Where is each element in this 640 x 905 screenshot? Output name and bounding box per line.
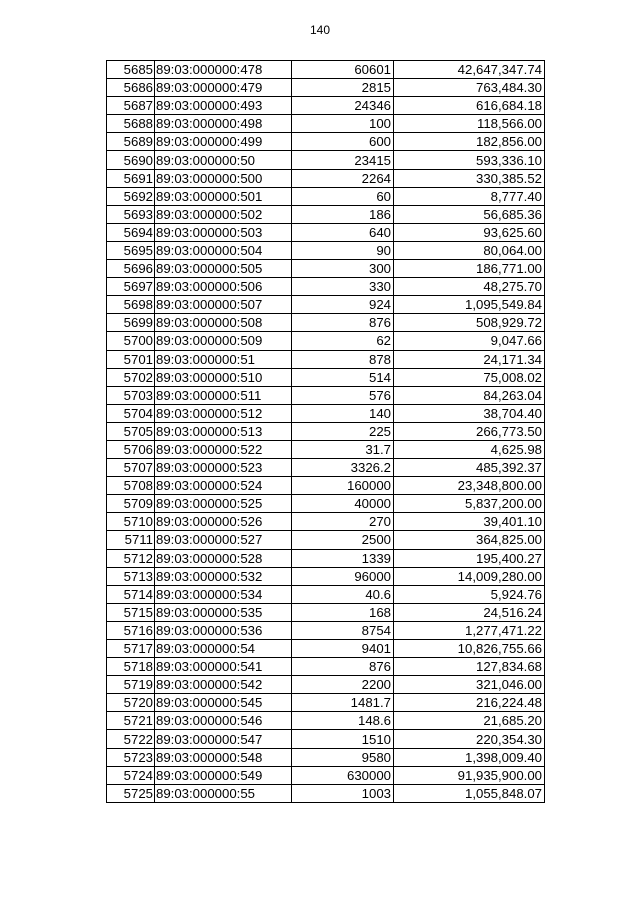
table-row bbox=[107, 422, 545, 440]
row-number-cell: 5687 bbox=[107, 97, 155, 115]
area-cell: 2815 bbox=[292, 79, 394, 97]
row-number-cell: 5695 bbox=[107, 241, 155, 259]
cadastral-number-cell: 89:03:000000:510 bbox=[155, 368, 292, 386]
cadastral-number-cell: 89:03:000000:55 bbox=[155, 784, 292, 802]
table-row bbox=[107, 459, 545, 477]
area-cell: 148.6 bbox=[292, 712, 394, 730]
table-row bbox=[107, 567, 545, 585]
area-cell: 876 bbox=[292, 314, 394, 332]
cadastral-number-cell: 89:03:000000:548 bbox=[155, 748, 292, 766]
table-row bbox=[107, 205, 545, 223]
value-cell: 1,095,549.84 bbox=[394, 296, 545, 314]
row-number-cell: 5708 bbox=[107, 477, 155, 495]
cadastral-number-cell: 89:03:000000:546 bbox=[155, 712, 292, 730]
area-cell: 60601 bbox=[292, 61, 394, 79]
cadastral-number-cell: 89:03:000000:50 bbox=[155, 151, 292, 169]
row-number-cell: 5713 bbox=[107, 567, 155, 585]
row-number-cell: 5714 bbox=[107, 585, 155, 603]
table-row bbox=[107, 694, 545, 712]
row-number-cell: 5721 bbox=[107, 712, 155, 730]
area-cell: 9580 bbox=[292, 748, 394, 766]
cadastral-number-cell: 89:03:000000:512 bbox=[155, 404, 292, 422]
area-cell: 31.7 bbox=[292, 440, 394, 458]
table-row bbox=[107, 278, 545, 296]
cadastral-number-cell: 89:03:000000:498 bbox=[155, 115, 292, 133]
table-row bbox=[107, 151, 545, 169]
value-cell: 24,171.34 bbox=[394, 350, 545, 368]
value-cell: 216,224.48 bbox=[394, 694, 545, 712]
table-row bbox=[107, 404, 545, 422]
area-cell: 1003 bbox=[292, 784, 394, 802]
row-number-cell: 5722 bbox=[107, 730, 155, 748]
value-cell: 593,336.10 bbox=[394, 151, 545, 169]
area-cell: 186 bbox=[292, 205, 394, 223]
area-cell: 330 bbox=[292, 278, 394, 296]
area-cell: 23415 bbox=[292, 151, 394, 169]
value-cell: 508,929.72 bbox=[394, 314, 545, 332]
value-cell: 321,046.00 bbox=[394, 676, 545, 694]
table-body bbox=[107, 61, 545, 803]
table-row bbox=[107, 260, 545, 278]
value-cell: 1,055,848.07 bbox=[394, 784, 545, 802]
table-row bbox=[107, 187, 545, 205]
row-number-cell: 5703 bbox=[107, 386, 155, 404]
area-cell: 62 bbox=[292, 332, 394, 350]
row-number-cell: 5724 bbox=[107, 766, 155, 784]
cadastral-number-cell: 89:03:000000:547 bbox=[155, 730, 292, 748]
value-cell: 186,771.00 bbox=[394, 260, 545, 278]
row-number-cell: 5725 bbox=[107, 784, 155, 802]
value-cell: 266,773.50 bbox=[394, 422, 545, 440]
cadastral-number-cell: 89:03:000000:505 bbox=[155, 260, 292, 278]
value-cell: 763,484.30 bbox=[394, 79, 545, 97]
row-number-cell: 5716 bbox=[107, 621, 155, 639]
row-number-cell: 5710 bbox=[107, 513, 155, 531]
row-number-cell: 5689 bbox=[107, 133, 155, 151]
value-cell: 10,826,755.66 bbox=[394, 640, 545, 658]
table-row bbox=[107, 640, 545, 658]
area-cell: 876 bbox=[292, 658, 394, 676]
value-cell: 56,685.36 bbox=[394, 205, 545, 223]
table-row bbox=[107, 386, 545, 404]
cadastral-number-cell: 89:03:000000:509 bbox=[155, 332, 292, 350]
value-cell: 84,263.04 bbox=[394, 386, 545, 404]
value-cell: 5,837,200.00 bbox=[394, 495, 545, 513]
value-cell: 485,392.37 bbox=[394, 459, 545, 477]
cadastral-number-cell: 89:03:000000:478 bbox=[155, 61, 292, 79]
value-cell: 48,275.70 bbox=[394, 278, 545, 296]
row-number-cell: 5719 bbox=[107, 676, 155, 694]
value-cell: 5,924.76 bbox=[394, 585, 545, 603]
row-number-cell: 5706 bbox=[107, 440, 155, 458]
row-number-cell: 5685 bbox=[107, 61, 155, 79]
value-cell: 21,685.20 bbox=[394, 712, 545, 730]
area-cell: 600 bbox=[292, 133, 394, 151]
area-cell: 225 bbox=[292, 422, 394, 440]
cadastral-number-cell: 89:03:000000:545 bbox=[155, 694, 292, 712]
area-cell: 9401 bbox=[292, 640, 394, 658]
table-row bbox=[107, 495, 545, 513]
row-number-cell: 5711 bbox=[107, 531, 155, 549]
row-number-cell: 5694 bbox=[107, 223, 155, 241]
table-row bbox=[107, 766, 545, 784]
table-row bbox=[107, 621, 545, 639]
cadastral-number-cell: 89:03:000000:502 bbox=[155, 205, 292, 223]
area-cell: 24346 bbox=[292, 97, 394, 115]
row-number-cell: 5696 bbox=[107, 260, 155, 278]
table-row bbox=[107, 296, 545, 314]
row-number-cell: 5712 bbox=[107, 549, 155, 567]
cadastral-number-cell: 89:03:000000:506 bbox=[155, 278, 292, 296]
area-cell: 640 bbox=[292, 223, 394, 241]
table-row bbox=[107, 730, 545, 748]
value-cell: 182,856.00 bbox=[394, 133, 545, 151]
row-number-cell: 5700 bbox=[107, 332, 155, 350]
cadastral-number-cell: 89:03:000000:528 bbox=[155, 549, 292, 567]
row-number-cell: 5702 bbox=[107, 368, 155, 386]
value-cell: 14,009,280.00 bbox=[394, 567, 545, 585]
row-number-cell: 5704 bbox=[107, 404, 155, 422]
cadastral-number-cell: 89:03:000000:534 bbox=[155, 585, 292, 603]
row-number-cell: 5718 bbox=[107, 658, 155, 676]
table-row bbox=[107, 440, 545, 458]
value-cell: 127,834.68 bbox=[394, 658, 545, 676]
area-cell: 90 bbox=[292, 241, 394, 259]
table-row bbox=[107, 314, 545, 332]
value-cell: 118,566.00 bbox=[394, 115, 545, 133]
area-cell: 270 bbox=[292, 513, 394, 531]
row-number-cell: 5717 bbox=[107, 640, 155, 658]
row-number-cell: 5715 bbox=[107, 603, 155, 621]
row-number-cell: 5707 bbox=[107, 459, 155, 477]
row-number-cell: 5692 bbox=[107, 187, 155, 205]
cadastral-number-cell: 89:03:000000:526 bbox=[155, 513, 292, 531]
cadastral-number-cell: 89:03:000000:503 bbox=[155, 223, 292, 241]
area-cell: 924 bbox=[292, 296, 394, 314]
table-row bbox=[107, 241, 545, 259]
cadastral-number-cell: 89:03:000000:536 bbox=[155, 621, 292, 639]
row-number-cell: 5709 bbox=[107, 495, 155, 513]
cadastral-number-cell: 89:03:000000:51 bbox=[155, 350, 292, 368]
row-number-cell: 5690 bbox=[107, 151, 155, 169]
cadastral-number-cell: 89:03:000000:525 bbox=[155, 495, 292, 513]
table-row bbox=[107, 133, 545, 151]
table-row bbox=[107, 61, 545, 79]
value-cell: 9,047.66 bbox=[394, 332, 545, 350]
table-row bbox=[107, 368, 545, 386]
table-row bbox=[107, 748, 545, 766]
cadastral-number-cell: 89:03:000000:542 bbox=[155, 676, 292, 694]
area-cell: 2500 bbox=[292, 531, 394, 549]
cadastral-number-cell: 89:03:000000:499 bbox=[155, 133, 292, 151]
cadastral-number-cell: 89:03:000000:549 bbox=[155, 766, 292, 784]
table-row bbox=[107, 79, 545, 97]
area-cell: 160000 bbox=[292, 477, 394, 495]
table-row bbox=[107, 169, 545, 187]
cadastral-number-cell: 89:03:000000:500 bbox=[155, 169, 292, 187]
table-row bbox=[107, 585, 545, 603]
cadastral-number-cell: 89:03:000000:535 bbox=[155, 603, 292, 621]
area-cell: 1339 bbox=[292, 549, 394, 567]
row-number-cell: 5686 bbox=[107, 79, 155, 97]
area-cell: 1510 bbox=[292, 730, 394, 748]
table-row bbox=[107, 549, 545, 567]
table-row bbox=[107, 712, 545, 730]
cadastral-number-cell: 89:03:000000:504 bbox=[155, 241, 292, 259]
cadastral-number-cell: 89:03:000000:493 bbox=[155, 97, 292, 115]
cadastral-table bbox=[106, 60, 545, 803]
value-cell: 75,008.02 bbox=[394, 368, 545, 386]
table-row bbox=[107, 350, 545, 368]
page-number: 140 bbox=[309, 23, 331, 37]
value-cell: 23,348,800.00 bbox=[394, 477, 545, 495]
value-cell: 42,647,347.74 bbox=[394, 61, 545, 79]
area-cell: 40000 bbox=[292, 495, 394, 513]
value-cell: 91,935,900.00 bbox=[394, 766, 545, 784]
table-row bbox=[107, 658, 545, 676]
table-row bbox=[107, 513, 545, 531]
cadastral-number-cell: 89:03:000000:522 bbox=[155, 440, 292, 458]
cadastral-number-cell: 89:03:000000:508 bbox=[155, 314, 292, 332]
cadastral-number-cell: 89:03:000000:541 bbox=[155, 658, 292, 676]
area-cell: 40.6 bbox=[292, 585, 394, 603]
value-cell: 195,400.27 bbox=[394, 549, 545, 567]
table-row bbox=[107, 332, 545, 350]
value-cell: 330,385.52 bbox=[394, 169, 545, 187]
cadastral-number-cell: 89:03:000000:507 bbox=[155, 296, 292, 314]
row-number-cell: 5723 bbox=[107, 748, 155, 766]
table-row bbox=[107, 676, 545, 694]
cadastral-number-cell: 89:03:000000:479 bbox=[155, 79, 292, 97]
area-cell: 100 bbox=[292, 115, 394, 133]
area-cell: 300 bbox=[292, 260, 394, 278]
value-cell: 38,704.40 bbox=[394, 404, 545, 422]
value-cell: 4,625.98 bbox=[394, 440, 545, 458]
row-number-cell: 5720 bbox=[107, 694, 155, 712]
value-cell: 1,398,009.40 bbox=[394, 748, 545, 766]
cadastral-number-cell: 89:03:000000:523 bbox=[155, 459, 292, 477]
row-number-cell: 5693 bbox=[107, 205, 155, 223]
area-cell: 96000 bbox=[292, 567, 394, 585]
row-number-cell: 5691 bbox=[107, 169, 155, 187]
value-cell: 220,354.30 bbox=[394, 730, 545, 748]
area-cell: 514 bbox=[292, 368, 394, 386]
area-cell: 60 bbox=[292, 187, 394, 205]
cadastral-number-cell: 89:03:000000:524 bbox=[155, 477, 292, 495]
cadastral-number-cell: 89:03:000000:511 bbox=[155, 386, 292, 404]
table-row bbox=[107, 477, 545, 495]
cadastral-number-cell: 89:03:000000:527 bbox=[155, 531, 292, 549]
area-cell: 140 bbox=[292, 404, 394, 422]
value-cell: 1,277,471.22 bbox=[394, 621, 545, 639]
area-cell: 878 bbox=[292, 350, 394, 368]
area-cell: 2200 bbox=[292, 676, 394, 694]
value-cell: 24,516.24 bbox=[394, 603, 545, 621]
area-cell: 8754 bbox=[292, 621, 394, 639]
table-row bbox=[107, 223, 545, 241]
row-number-cell: 5688 bbox=[107, 115, 155, 133]
area-cell: 576 bbox=[292, 386, 394, 404]
value-cell: 39,401.10 bbox=[394, 513, 545, 531]
area-cell: 1481.7 bbox=[292, 694, 394, 712]
table-row bbox=[107, 115, 545, 133]
row-number-cell: 5699 bbox=[107, 314, 155, 332]
cadastral-number-cell: 89:03:000000:54 bbox=[155, 640, 292, 658]
value-cell: 8,777.40 bbox=[394, 187, 545, 205]
value-cell: 93,625.60 bbox=[394, 223, 545, 241]
cadastral-number-cell: 89:03:000000:532 bbox=[155, 567, 292, 585]
cadastral-number-cell: 89:03:000000:513 bbox=[155, 422, 292, 440]
row-number-cell: 5701 bbox=[107, 350, 155, 368]
row-number-cell: 5705 bbox=[107, 422, 155, 440]
table-row bbox=[107, 531, 545, 549]
area-cell: 168 bbox=[292, 603, 394, 621]
value-cell: 364,825.00 bbox=[394, 531, 545, 549]
area-cell: 3326.2 bbox=[292, 459, 394, 477]
value-cell: 616,684.18 bbox=[394, 97, 545, 115]
row-number-cell: 5698 bbox=[107, 296, 155, 314]
table-row bbox=[107, 784, 545, 802]
table-row bbox=[107, 603, 545, 621]
row-number-cell: 5697 bbox=[107, 278, 155, 296]
area-cell: 2264 bbox=[292, 169, 394, 187]
value-cell: 80,064.00 bbox=[394, 241, 545, 259]
table-row bbox=[107, 97, 545, 115]
area-cell: 630000 bbox=[292, 766, 394, 784]
cadastral-number-cell: 89:03:000000:501 bbox=[155, 187, 292, 205]
